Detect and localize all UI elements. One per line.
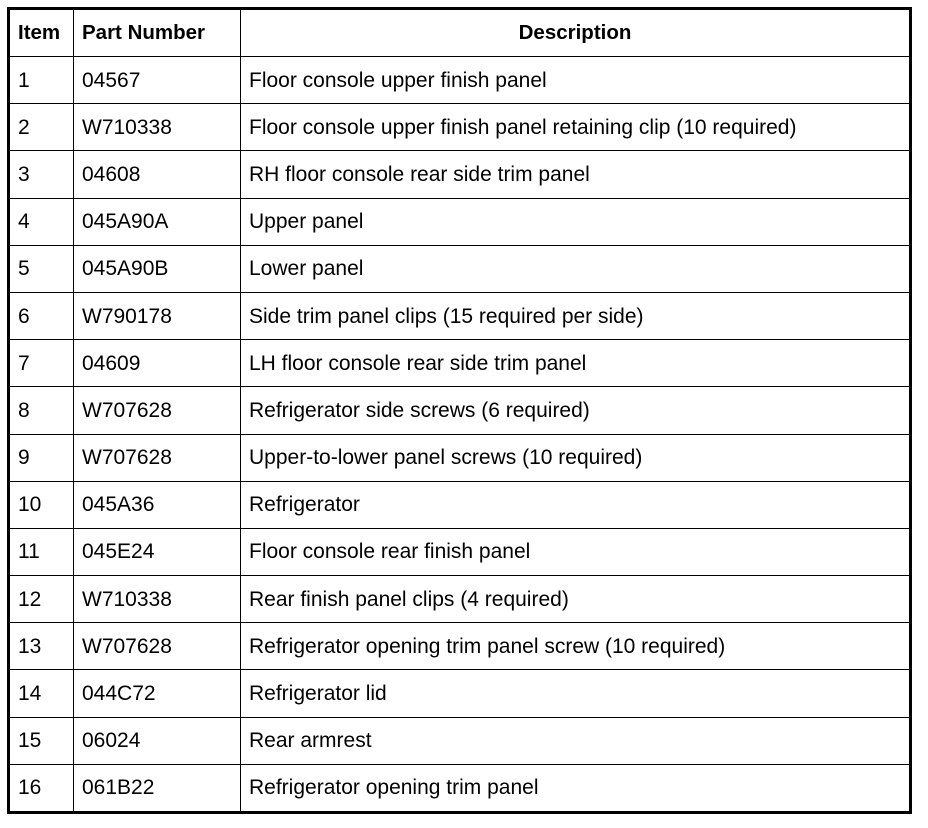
cell-part-number: 04567	[74, 57, 241, 104]
cell-description: Refrigerator	[241, 481, 911, 528]
cell-item: 6	[9, 292, 74, 339]
cell-description: Upper panel	[241, 198, 911, 245]
cell-description: Floor console upper finish panel retaining clip (10 required)	[241, 104, 911, 151]
table-row	[9, 528, 911, 575]
cell-description: Floor console rear finish panel	[241, 528, 911, 575]
header-description: Description	[241, 9, 911, 57]
cell-part-number: 04608	[74, 151, 241, 198]
cell-description: Side trim panel clips (15 required per side)	[241, 292, 911, 339]
cell-item: 3	[9, 151, 74, 198]
cell-description: Rear finish panel clips (4 required)	[241, 576, 911, 623]
cell-part-number: 06024	[74, 717, 241, 764]
table-row	[9, 623, 911, 670]
table-row	[9, 198, 911, 245]
cell-description: Rear armrest	[241, 717, 911, 764]
cell-item: 15	[9, 717, 74, 764]
cell-description: RH floor console rear side trim panel	[241, 151, 911, 198]
cell-description: Refrigerator opening trim panel screw (10 required)	[241, 623, 911, 670]
cell-description: Lower panel	[241, 245, 911, 292]
cell-description: Upper-to-lower panel screws (10 required)	[241, 434, 911, 481]
cell-item: 16	[9, 764, 74, 812]
table-row	[9, 245, 911, 292]
header-item: Item	[9, 9, 74, 57]
cell-part-number: W707628	[74, 387, 241, 434]
cell-description: Refrigerator side screws (6 required)	[241, 387, 911, 434]
cell-part-number: W707628	[74, 623, 241, 670]
cell-item: 8	[9, 387, 74, 434]
table-row	[9, 434, 911, 481]
cell-part-number: 044C72	[74, 670, 241, 717]
parts-table	[7, 7, 912, 814]
table-row	[9, 764, 911, 812]
cell-part-number: 04609	[74, 340, 241, 387]
cell-description: Floor console upper finish panel	[241, 57, 911, 104]
table-row	[9, 151, 911, 198]
table-row	[9, 292, 911, 339]
cell-item: 5	[9, 245, 74, 292]
cell-part-number: W707628	[74, 434, 241, 481]
table-row	[9, 576, 911, 623]
cell-item: 7	[9, 340, 74, 387]
table-row	[9, 340, 911, 387]
cell-part-number: W710338	[74, 104, 241, 151]
cell-description: Refrigerator lid	[241, 670, 911, 717]
cell-part-number: 045A36	[74, 481, 241, 528]
cell-item: 12	[9, 576, 74, 623]
cell-item: 10	[9, 481, 74, 528]
cell-part-number: 061B22	[74, 764, 241, 812]
cell-item: 14	[9, 670, 74, 717]
cell-item: 1	[9, 57, 74, 104]
table-row	[9, 670, 911, 717]
table-row	[9, 104, 911, 151]
cell-description: Refrigerator opening trim panel	[241, 764, 911, 812]
cell-part-number: 045E24	[74, 528, 241, 575]
table-header-row	[9, 9, 911, 57]
cell-part-number: W710338	[74, 576, 241, 623]
cell-part-number: 045A90B	[74, 245, 241, 292]
cell-item: 9	[9, 434, 74, 481]
cell-item: 2	[9, 104, 74, 151]
cell-description: LH floor console rear side trim panel	[241, 340, 911, 387]
header-part-number: Part Number	[74, 9, 241, 57]
table-body	[9, 57, 911, 813]
cell-item: 13	[9, 623, 74, 670]
cell-part-number: 045A90A	[74, 198, 241, 245]
cell-item: 11	[9, 528, 74, 575]
cell-part-number: W790178	[74, 292, 241, 339]
table-row	[9, 717, 911, 764]
table-row	[9, 481, 911, 528]
cell-item: 4	[9, 198, 74, 245]
table-row	[9, 387, 911, 434]
table-row	[9, 57, 911, 104]
